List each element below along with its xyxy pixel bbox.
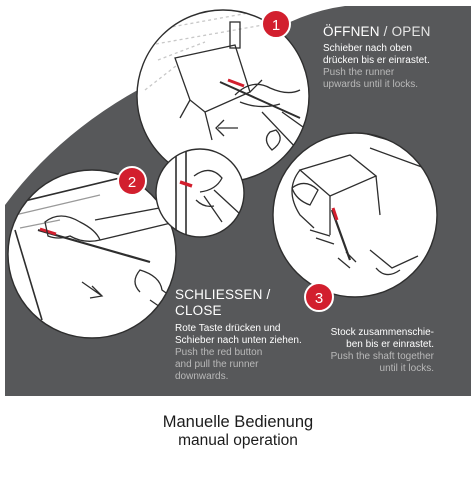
step-close-text-en-2: and pull the runner [175,359,259,370]
step-shaft-text-en-1: Push the shaft together [330,351,434,362]
badge-step-2-number: 2 [127,174,137,191]
step-shaft-illustration [273,132,437,297]
step-open-text-en-2: upwards until it locks. [323,79,419,90]
step-open-title-separator: / [379,24,392,39]
step-open-title [323,24,431,40]
badge-step-2 [118,167,146,195]
step-close-text-de-1: Rote Taste drücken und [175,323,281,334]
step-close-title-en: CLOSE [175,303,222,318]
step-open-text-de-1: Schieber nach oben [323,43,412,54]
step-shaft-text-de-2: ben bis er einrastet. [346,339,434,350]
step-close-text-de-2: Schieber nach unten ziehen. [175,335,302,346]
step-open-title-de: ÖFFNEN [323,24,380,39]
badge-step-3 [305,283,333,311]
step-close-title-de: SCHLIESSEN / [175,287,271,302]
step-open-text-en-1: Push the runner [323,67,395,78]
step-open-title-en: OPEN [391,24,431,39]
step-close-text-en-3: downwards. [175,371,229,382]
step-close-illustration [8,170,176,338]
caption-title-en: manual operation [178,432,298,449]
caption-title-de: Manuelle Bedienung [162,413,314,431]
badge-step-1-number: 1 [271,17,281,34]
step-open-text-de-2: drücken bis er einrastet. [323,55,430,66]
badge-step-1 [262,10,290,38]
step-shaft-text-de-1: Stock zusammenschie- [330,327,434,338]
step-shaft-text-en-2: until it locks. [379,363,434,374]
step-close-text-en-1: Push the red button [175,347,263,358]
badge-step-3-number: 3 [314,290,324,307]
